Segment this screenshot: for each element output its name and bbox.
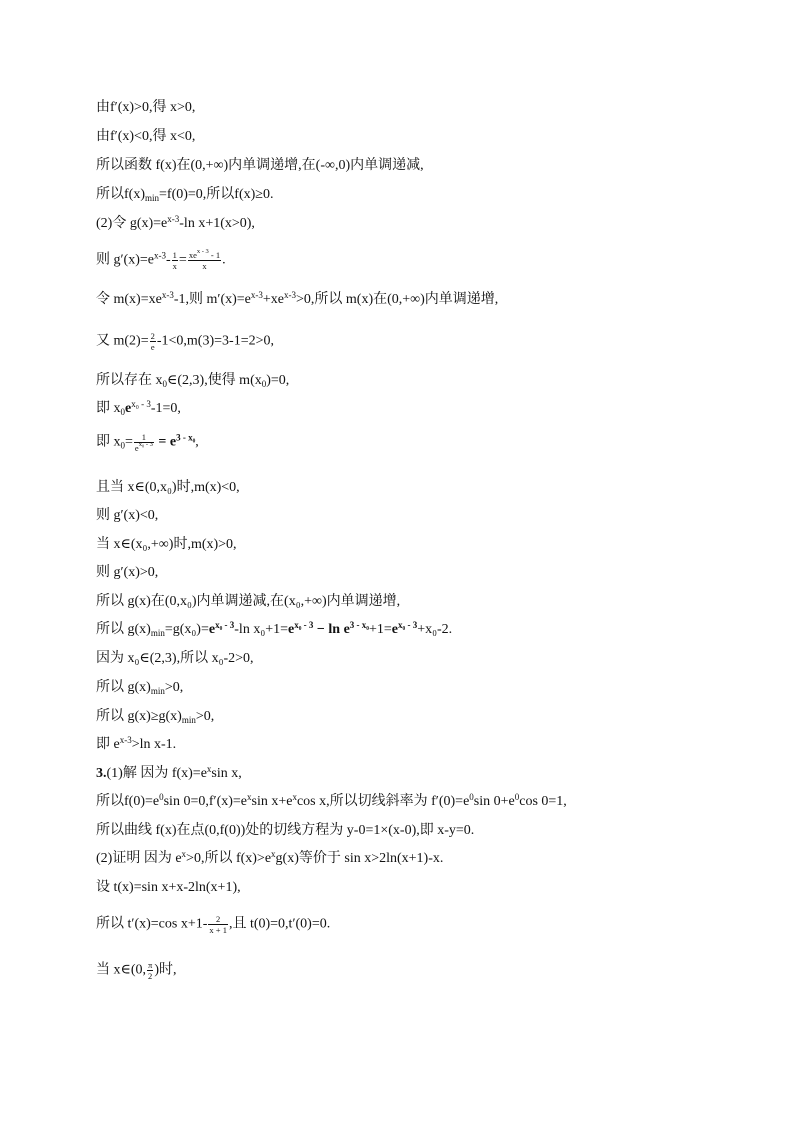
fraction: $\frac{1}{e^{x_0 - 3}}$ (134, 432, 153, 453)
text-line: 令 $m(x)=xe^{x-3}-1$,则 $m'(x)=e^{x-3}+xe^{x-3}>0$,所以 m(x)在(0,+∞)内单调递增, (96, 290, 499, 307)
text-line: 所以函数 f(x)在(0,+∞)内单调递增,在(-∞,0)内单调递减, (96, 158, 424, 173)
text-line: 设 t(x)=sin x+x-2ln(x+1), (96, 880, 241, 895)
text-line: (2)证明 因为 $e^x>0$,所以 $f(x)>e^xg(x)$等价于 sin x>2ln(x+1)-x. (96, 849, 444, 866)
text-line: 3.(1)解 因为 $f(x)=e^x\sin$ x, (96, 764, 242, 781)
text-line: 则 $g'(x)=e^{x-3}-$ $\frac{1}{x}$ = $\frac{xe^{x - 3} - 1}{x}$ . (96, 248, 226, 271)
text-line: 所以 $g(x)\ge g(x)_{min}>0$, (96, 709, 215, 725)
text-line: 当 x∈(x₀,+∞)时,m(x)>0, (96, 537, 237, 552)
text-line: 则 g′(x)<0, (96, 508, 159, 523)
text-line: 即 $x_0=$ $\frac{1}{e^{x_0 - 3}}$ = $e^{3 - x_0}$, (96, 432, 199, 453)
text-line: 所以$f(x)_{min}=f(0)=0$,所以f(x)≥0. (96, 187, 274, 203)
text-line: 且当 x∈(0,x₀)时,m(x)<0, (96, 480, 240, 495)
text-line: 因为 x₀∈(2,3),所以 x₀-2>0, (96, 651, 254, 666)
fraction: $\frac{2}{e}$ (150, 331, 155, 352)
text-line: 所以 g(x)在(0,x₀)内单调递减,在(x₀,+∞)内单调递增, (96, 594, 401, 609)
text-line: 即 $x_0e^{x_0 - 3}-1=0$, (96, 399, 181, 417)
text-line: 由f′(x)>0,得 x>0, (96, 100, 196, 115)
fraction: $\frac{2}{x + 1}$ (209, 914, 227, 935)
text-line: 则 g′(x)>0, (96, 565, 159, 580)
text-line: 又 m(2)= $\frac{2}{e}$ -1<0,m(3)=3-1=2>0, (96, 331, 274, 352)
fraction: $\frac{\pi}{2}$ (148, 960, 153, 981)
text-line: (2)令 $g(x)=e^{x-3}-\ln$ x+1(x>0), (96, 214, 255, 231)
text-line: 所以存在 $x_0\in(2,3)$,使得 $m(x_0)=0$, (96, 373, 290, 389)
text-line: 所以 t′(x)=cos x+1- $\frac{2}{x + 1}$ ,且 t(0)=0,t′(0)=0. (96, 914, 331, 935)
text-line: 所以 $g(x)_{min}>0$, (96, 680, 184, 696)
fraction: $\frac{1}{x}$ (172, 250, 177, 271)
fraction: $\frac{xe^{x - 3} - 1}{x}$ (188, 248, 221, 271)
text-line: 所以曲线 f(x)在点(0,f(0))处的切线方程为 y-0=1×(x-0),即 x-y=0. (96, 823, 475, 838)
text-line: 由f′(x)<0,得 x<0, (96, 129, 196, 144)
text-line: 所以$f(0)=e^0\sin$ $0=0,f'(x)=e^x\sin$ $x+e^x\cos$ x,所以切线斜率为 $f'(0)=e^0\sin$ $0+e^0\cos$ 0=1, (96, 792, 567, 809)
text-line: 当 x∈(0, $\frac{\pi}{2}$ )时, (96, 960, 177, 981)
text-line: 所以 $g(x)_{min}=g(x_0)=e^{x_0 - 3}-\ln$ $x_0+1=e^{x_0 - 3} - \ln e^{3 - x_0}+1=e^{x_0 - 3}+x_0-2$. (96, 620, 453, 638)
text-line: 即 $e^{x-3}>\ln$ x-1. (96, 735, 177, 752)
